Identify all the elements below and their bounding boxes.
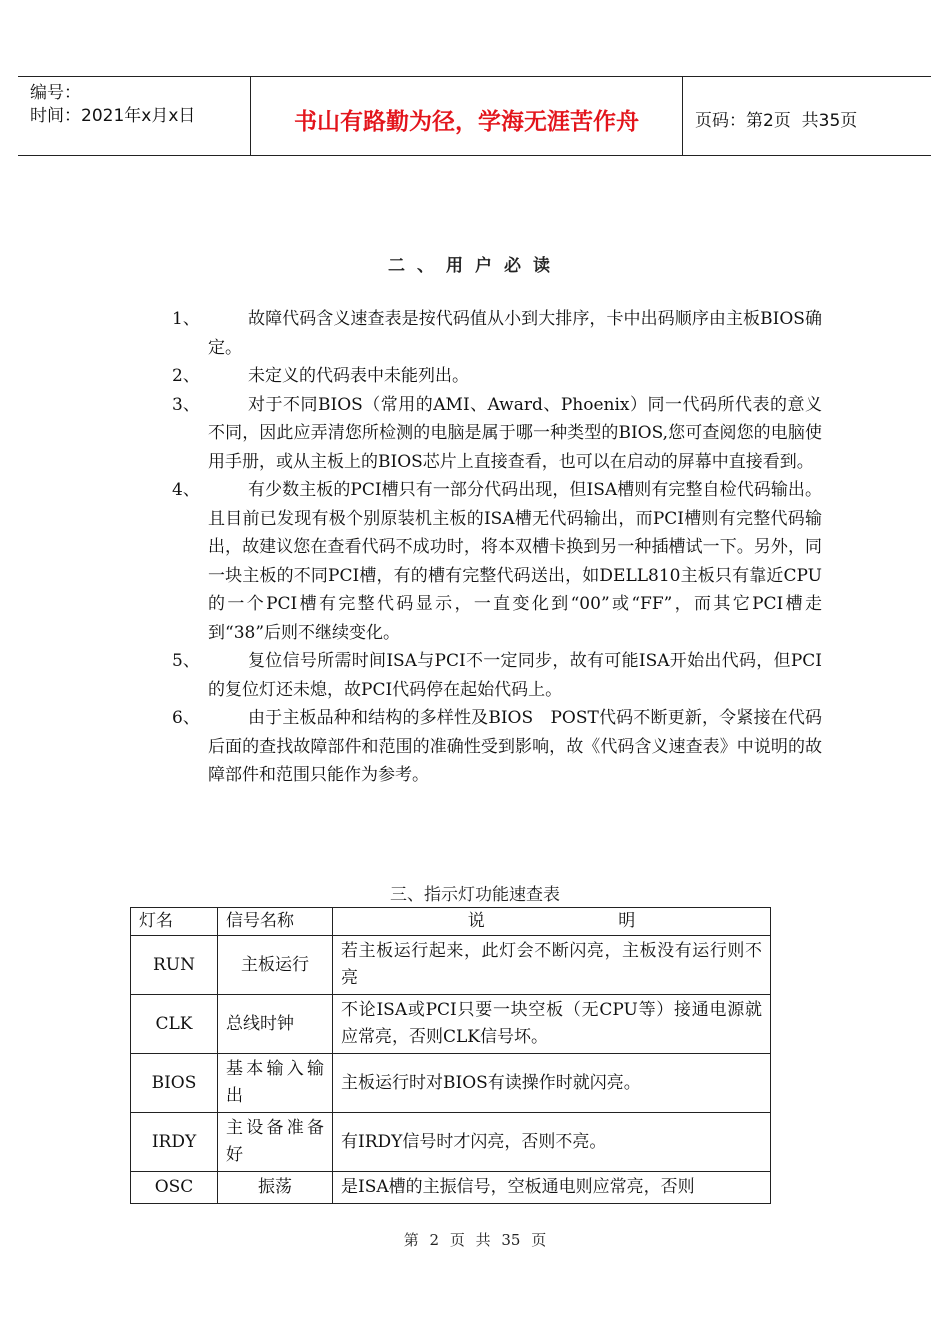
header-page-text: 页码：第2页 共35页 <box>695 110 858 131</box>
item-number: 4、 <box>172 480 200 500</box>
page-footer: 第 2 页 共 35 页 <box>403 1231 547 1249</box>
table-row <box>131 995 771 1054</box>
table-row <box>131 1172 771 1204</box>
list-item <box>172 647 822 704</box>
item-text: 有少数主板的PCI槽只有一部分代码出现，但ISA槽则有完整自检代码输出。且目前已发现有极个别原装机主板的ISA槽无代码输出，而PCI槽则有完整代码输出，故建议您在查看代码不成功时，将本双槽卡换到另一种插槽试一下。另外，同一块主板的不同PCI槽，有的槽有完整代码送出，如DELL810主板只有靠近CPU的一个PCI槽有完整代码显示，一直变化到“00”或“FF”，而其它PCI槽走到“38”后则不继续变化。 <box>208 480 822 643</box>
header-desc-a: 说 <box>467 911 485 931</box>
section-title-user-notes: 二、用户必读 <box>388 256 562 276</box>
page-header <box>18 76 931 156</box>
light-desc: 若主板运行起来，此灯会不断闪亮，主板没有运行则不亮 <box>333 936 771 995</box>
light-desc: 有IRDY信号时才闪亮，否则不亮。 <box>333 1113 771 1172</box>
header-cell-name: 灯名 <box>131 908 218 936</box>
table-row <box>131 1113 771 1172</box>
light-name: OSC <box>131 1172 218 1204</box>
header-desc-b: 明 <box>618 911 636 931</box>
list-item <box>172 391 822 477</box>
section-title-indicator-table: 三、指示灯功能速查表 <box>390 885 560 905</box>
table-header-row <box>131 908 771 936</box>
table-row <box>131 1054 771 1113</box>
signal-name: 总线时钟 <box>218 995 333 1054</box>
signal-name: 主设备准备好 <box>218 1113 333 1172</box>
indicator-table <box>130 907 771 1204</box>
signal-name: 基本输入输出 <box>218 1054 333 1113</box>
item-text: 由于主板品种和结构的多样性及BIOS POST代码不断更新，令紧接在代码后面的查找故障部件和范围的准确性受到影响，故《代码含义速查表》中说明的故障部件和范围只能作为参考。 <box>208 708 822 785</box>
item-text: 故障代码含义速查表是按代码值从小到大排序，卡中出码顺序由主板BIOS确定。 <box>208 309 822 358</box>
light-name: IRDY <box>131 1113 218 1172</box>
light-desc: 是ISA槽的主振信号，空板通电则应常亮，否则 <box>333 1172 771 1204</box>
signal-name: 主板运行 <box>218 936 333 995</box>
item-text: 复位信号所需时间ISA与PCI不一定同步，故有可能ISA开始出代码，但PCI的复位灯还未熄，故PCI代码停在起始代码上。 <box>208 651 822 700</box>
light-name: BIOS <box>131 1054 218 1113</box>
item-text: 未定义的代码表中未能列出。 <box>248 366 469 386</box>
light-desc: 不论ISA或PCI只要一块空板（无CPU等）接通电源就应常亮，否则CLK信号坏。 <box>333 995 771 1054</box>
header-cell-desc <box>333 908 771 936</box>
item-number: 6、 <box>172 708 200 728</box>
signal-name: 振荡 <box>218 1172 333 1204</box>
user-notes-list <box>172 305 822 790</box>
item-text: 对于不同BIOS（常用的AMI、Award、Phoenix）同一代码所代表的意义不同，因此应弄清您所检测的电脑是属于哪一种类型的BIOS,您可查阅您的电脑使用手册，或从主板上的BIOS芯片上直接查看，也可以在启动的屏幕中直接看到。 <box>208 394 822 472</box>
light-name: CLK <box>131 995 218 1054</box>
list-item <box>172 362 822 391</box>
header-motto: 书山有路勤为径，学海无涯苦作舟 <box>251 77 683 155</box>
list-item <box>172 704 822 790</box>
item-number: 3、 <box>172 394 200 415</box>
list-item <box>172 305 822 362</box>
light-desc: 主板运行时对BIOS有读操作时就闪亮。 <box>333 1054 771 1113</box>
item-number: 5、 <box>172 651 200 671</box>
item-number: 1、 <box>172 309 200 329</box>
table-row <box>131 936 771 995</box>
light-name: RUN <box>131 936 218 995</box>
header-meta <box>18 77 251 155</box>
header-cell-signal: 信号名称 <box>218 908 333 936</box>
header-page-info <box>683 77 931 155</box>
item-number: 2、 <box>172 366 200 386</box>
list-item <box>172 476 822 647</box>
document-number-label: 编号： <box>30 83 81 103</box>
document-time: 时间：2021年x月x日 <box>30 106 196 126</box>
